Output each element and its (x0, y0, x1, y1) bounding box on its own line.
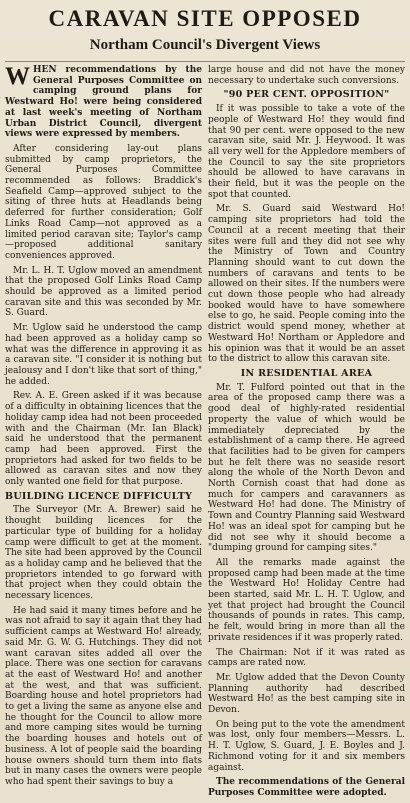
paragraph: Mr. Uglow added that the Devon County Planning authority had described Westward Ho! as the best camping site in Devon. (208, 672, 405, 716)
closing-paragraph: The recommendations of the General Purposes Committee were adopted. (208, 777, 405, 798)
paragraph: Mr. Uglow said he understood the camp had been approved as a holiday camp so what was the difference in approving it as a caravan site. "I consider it is nothing but jealousy and I don't like that sort of thing," he added. (5, 323, 202, 387)
column-right (208, 65, 405, 803)
paragraph: The Surveyor (Mr. A. Brewer) said he thought building licences for the particular type of building for a holiday camp were difficult to get at the moment. The site had been approved by the Council as a holiday camp and he believed that the proprietors intended to go forward with that project when they could obtain the necessary licences. (5, 505, 202, 602)
paragraph: Rev. A. E. Green asked if it was because of a difficulty in obtaining licences that the holiday camp idea had not been proceeded with and the Chairman (Mr. Ian Black) said he understood that the permanent camp had been approved. First the proprietors had asked for two fields to be allowed as caravan sites and now they only wanted one field for that purpose. (5, 391, 202, 488)
paragraph: All the remarks made against the proposed camp had been made at the time the Westward Ho! Holiday Centre had been started, said Mr. L. H. T. Uglow, and yet that project had brought the Council thousands of pounds in rates. This camp, he felt, would bring in more than all the private residences if it was properly rated. (208, 557, 405, 643)
section-heading: "90 PER CENT. OPPOSITION" (223, 89, 390, 101)
section-heading: BUILDING LICENCE DIFFICULTY (5, 490, 193, 502)
column-left (5, 65, 202, 803)
paragraph: After considering lay-out plans submitted by camp proprietors, the General Purposes Committee recommended as follows: Braddick's Seafield Camp—approved subject to the siting of three huts at Headlands being deferred for further consideration; Golf Links Road Camp—not approved as a limited period caravan site; Taylor's camp—proposed additional sanitary conveniences approved. (5, 143, 202, 261)
paragraph: Mr. T. Fulford pointed out that in the area of the proposed camp there was a good deal of highly-rated residential property the value of which would be immediately depreciated by the establishment of a camp there. He agreed that facilities had to be given for campers but he felt there was no seaside resort along the whole of the North Devon and North Cornish coast that had done as much for campers and caravanners as Westward Ho! had done. The Ministry of Town and Country Planning said Westward Ho! was an ideal spot for camping but he did not see why it should become a "dumping ground for camping sites." (208, 382, 405, 554)
paragraph: On being put to the vote the amendment was lost, only four members—Messrs. L. H. T. Uglow, S. Guard, J. E. Boyles and J. Richmond voting for it and six members against. (208, 719, 405, 773)
paragraph: If it was possible to take a vote of the people of Westward Ho! they would find that 90 per cent. were opposed to the new caravan site, said Mr. J. Heywood. It was all very well for the Appledore members of the Council to say the site proprietors should be allowed to have caravans in their field, but it was the people on the spot that counted. (208, 104, 405, 200)
paragraph: He had said it many times before and he was not afraid to say it again that they had sufficient camps at Westward Ho! already, said Mr. G. W. G. Hutchings. They did not want caravan sites added all over the place. There was one section for caravans at the east of Westward Ho! and another at the west, and that was sufficient. Boarding house and hotel proprietors had to get a living the same as anyone else and he thought for the Council to allow more and more camping sites would be turning the boarding houses and hotels out of business. A lot of people said the boarding house owners should turn them into flats but in many cases the owners were people who had spent their savings to buy a (5, 605, 202, 787)
article-columns (5, 65, 405, 803)
lead-text: HEN recommendations by the General Purposes Committee on camping ground plans for Westward Ho! were being considered at last week's meeting of Northam Urban District Council, divergent views were expressed by members. (5, 65, 202, 140)
section-heading: IN RESIDENTIAL AREA (240, 367, 373, 379)
paragraph: Mr. S. Guard said Westward Ho! camping site proprietors had told the Council at a recent meeting that their sites were full and they did not see why the Ministry of Town and Country Planning should want to cut down the numbers of caravans and tents to be allowed on their sites. If the numbers were cut down those people who had already booked would have to have somewhere else to go, he said. People coming into the district would spend money, whether at Westward Ho! Northam or Appledore and his opinion was that it would be an asset to the district to allow this caravan site. (208, 204, 405, 365)
paragraph: Mr. L. H. T. Uglow moved an amendment that the proposed Golf Links Road Camp should be approved as a limited period caravan site and this was seconded by Mr. S. Guard. (5, 265, 202, 319)
headline: CARAVAN SITE OPPOSED (48, 6, 362, 31)
drop-cap: W (5, 63, 30, 90)
divider (5, 61, 405, 62)
lead-paragraph (5, 65, 202, 140)
subheadline: Northam Council's Divergent Views (89, 37, 321, 53)
paragraph: The Chairman: Not if it was rated as camps are rated now. (208, 647, 405, 669)
paragraph: large house and did not have the money necessary to undertake such conversions. (208, 65, 405, 86)
